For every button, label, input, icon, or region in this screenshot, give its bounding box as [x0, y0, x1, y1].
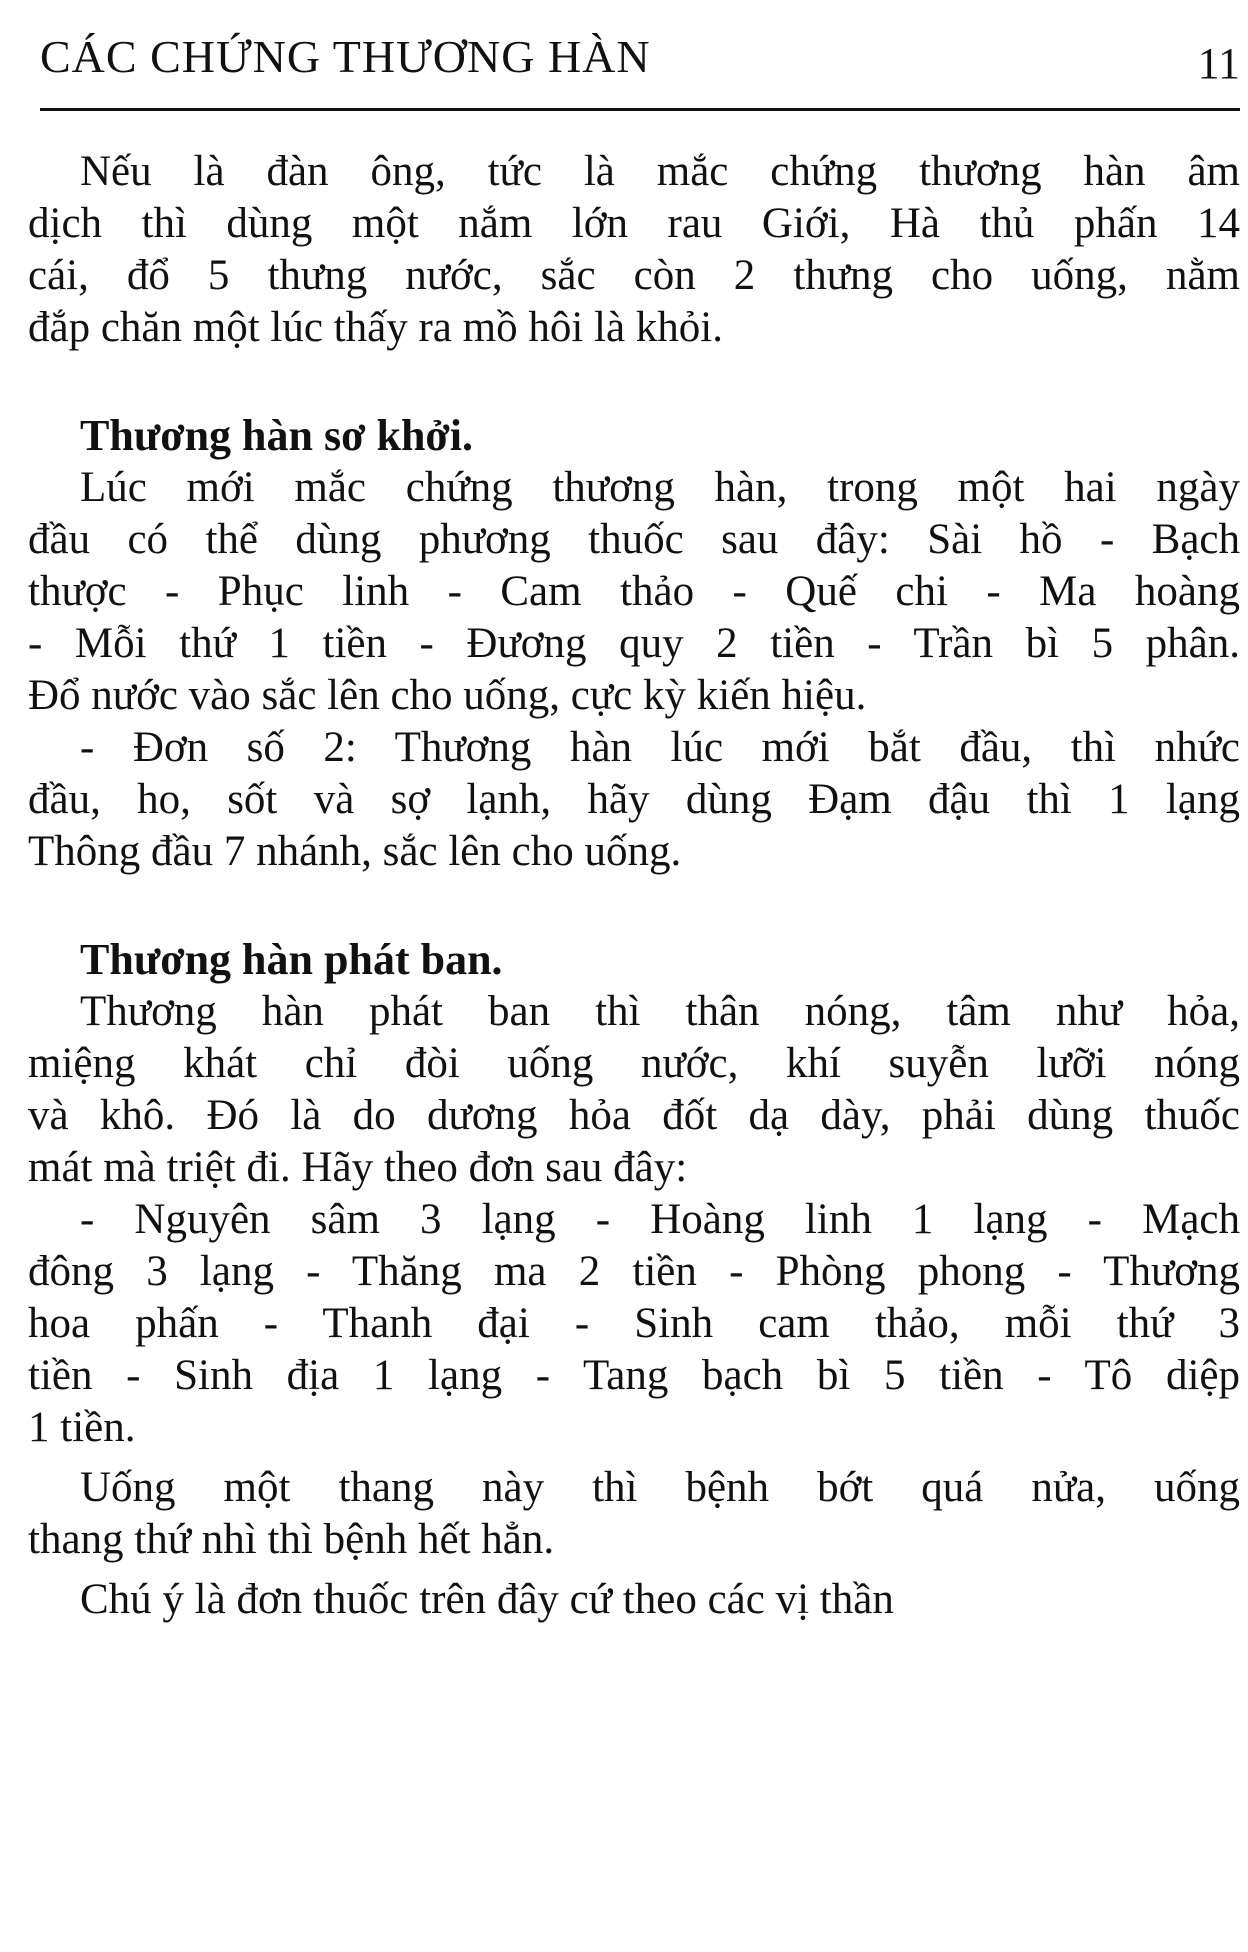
text-line: Thông đầu 7 nhánh, sắc lên cho uống.	[28, 828, 682, 875]
text-line: Thương hàn phát ban thì thân nóng, tâm như hỏa,	[80, 988, 1240, 1035]
section-spacer	[28, 354, 1240, 410]
body-text	[28, 146, 1240, 1626]
text-line: Chú ý là đơn thuốc trên đây cứ theo các vị thần	[80, 1576, 894, 1623]
text-line: thược - Phục linh - Cam thảo - Quế chi - Ma hoàng	[28, 568, 1240, 615]
page-number: 11	[1197, 39, 1240, 88]
section-heading: Thương hàn sơ khởi.	[80, 411, 474, 460]
chapter-title: CÁC CHỨNG THƯƠNG HÀN	[40, 31, 651, 82]
text-line: Đổ nước vào sắc lên cho uống, cực kỳ kiến hiệu.	[28, 672, 867, 719]
text-line: Nếu là đàn ông, tức là mắc chứng thương hàn âm	[80, 148, 1240, 195]
text-line: tiền - Sinh địa 1 lạng - Tang bạch bì 5 tiền - Tô diệp	[28, 1352, 1240, 1399]
running-header	[40, 30, 1240, 90]
text-line: đắp chăn một lúc thấy ra mồ hôi là khỏi.	[28, 304, 723, 351]
text-line: đầu, ho, sốt và sợ lạnh, hãy dùng Đạm đậu thì 1 lạng	[28, 776, 1240, 823]
header-rule	[40, 108, 1240, 111]
text-line: dịch thì dùng một nắm lớn rau Giới, Hà thủ phấn 14	[28, 200, 1240, 247]
text-line: miệng khát chỉ đòi uống nước, khí suyễn lưỡi nóng	[28, 1040, 1240, 1087]
text-line: đầu có thể dùng phương thuốc sau đây: Sài hồ - Bạch	[28, 516, 1240, 563]
text-line: - Nguyên sâm 3 lạng - Hoàng linh 1 lạng - Mạch	[80, 1196, 1240, 1243]
text-line: - Mỗi thứ 1 tiền - Đương quy 2 tiền - Trần bì 5 phân.	[28, 620, 1240, 667]
text-line: Lúc mới mắc chứng thương hàn, trong một hai ngày	[80, 464, 1240, 511]
section-so-khoi	[28, 410, 1240, 878]
paragraph-spacer	[28, 1566, 1240, 1574]
section-heading: Thương hàn phát ban.	[80, 935, 503, 984]
text-line: Uống một thang này thì bệnh bớt quá nửa, uống	[80, 1464, 1240, 1511]
text-line: 1 tiền.	[28, 1404, 136, 1451]
text-line: và khô. Đó là do dương hỏa đốt dạ dày, phải dùng thuốc	[28, 1092, 1240, 1139]
paragraph-spacer	[28, 1454, 1240, 1462]
text-line: đông 3 lạng - Thăng ma 2 tiền - Phòng phong - Thương	[28, 1248, 1240, 1295]
text-line: thang thứ nhì thì bệnh hết hẳn.	[28, 1516, 555, 1563]
text-line: mát mà triệt đi. Hãy theo đơn sau đây:	[28, 1144, 688, 1191]
text-line: - Đơn số 2: Thương hàn lúc mới bắt đầu, thì nhức	[80, 724, 1240, 771]
section-spacer	[28, 878, 1240, 934]
text-line: hoa phấn - Thanh đại - Sinh cam thảo, mỗi thứ 3	[28, 1300, 1240, 1347]
text-line: cái, đổ 5 thưng nước, sắc còn 2 thưng cho uống, nằm	[28, 252, 1240, 299]
section-phat-ban	[28, 934, 1240, 1626]
intro-paragraph	[28, 146, 1240, 354]
